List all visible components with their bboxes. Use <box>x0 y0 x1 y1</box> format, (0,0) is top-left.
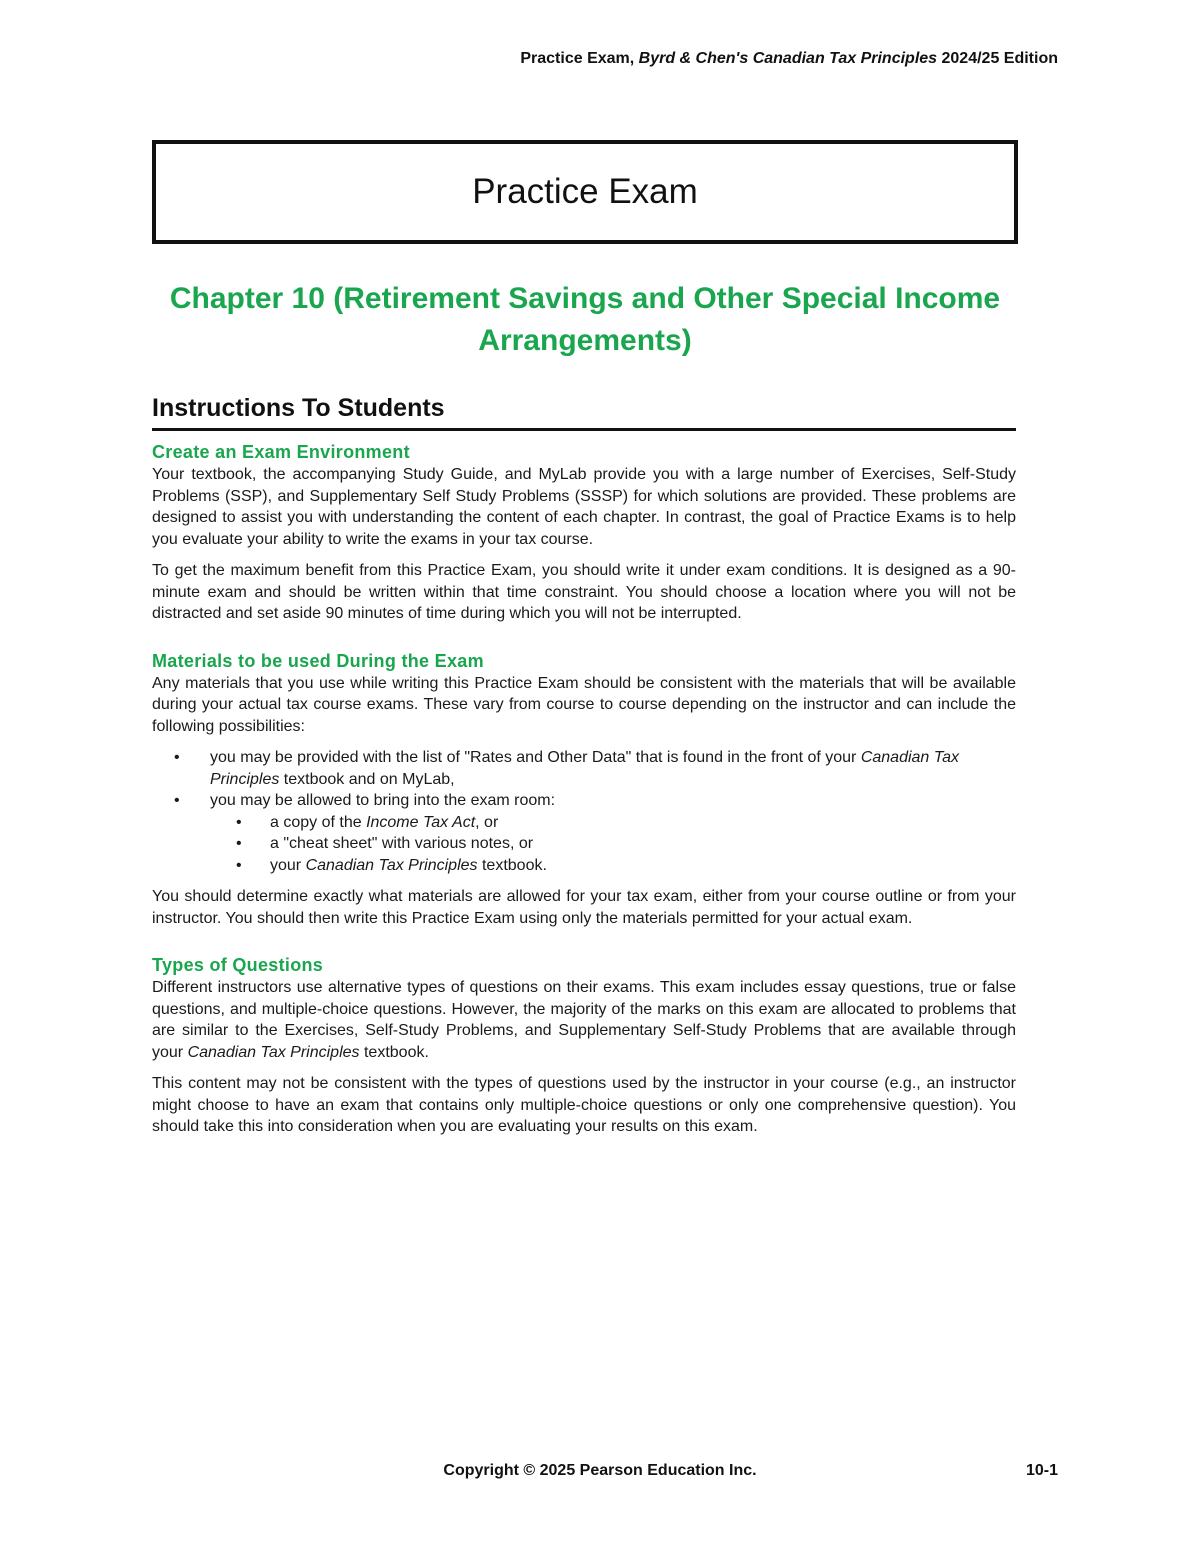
sub-list-item: • your Canadian Tax Principles textbook. <box>152 855 1016 877</box>
instructions-content <box>152 440 1016 1148</box>
list-item: • you may be allowed to bring into the exam room: • a copy of the Income Tax Act, or • a "cheat sheet" with various notes, or • your Canadian Tax Principles textbook. <box>152 790 1016 876</box>
paragraph: You should determine exactly what materials are allowed for your tax exam, either from your course outline or from your instructor. You should then write this Practice Exam using only the materials permitted for your actual exam. <box>152 888 1016 927</box>
list-item: • you may be provided with the list of "Rates and Other Data" that is found in the front of your Canadian Tax Principles textbook and on MyLab, <box>174 749 959 788</box>
bullet-icon: • <box>236 813 242 831</box>
sub-list-item: • a copy of the Income Tax Act, or <box>152 812 1016 834</box>
chapter-title: Chapter 10 (Retirement Savings and Other Special Income Arrangements) <box>169 282 1001 357</box>
page-title: Practice Exam <box>472 172 698 211</box>
paragraph: Different instructors use alternative types of questions on their exams. This exam includes essay questions, true or false questions, and multiple-choice questions. However, the majority of the marks on this exam are allocated to problems that are similar to the Exercises, Self-Study Problems, and Supplementary Self-Study Problems that are available through your Canadian Tax Principles textbook. <box>152 979 1016 1061</box>
bullet-icon: • <box>174 749 180 766</box>
bullet-icon: • <box>236 835 242 852</box>
title-box <box>152 140 1018 244</box>
copyright-footer: Copyright © 2025 Pearson Education Inc. <box>443 1462 757 1479</box>
sub-list <box>210 812 1016 877</box>
paragraph: This content may not be consistent with the types of questions used by the instructor in your course (e.g., an instructor might choose to have an exam that contains only multiple-choice questions or only one comprehensive question). You should take this into consideration when you are evaluating your results on this exam. <box>152 1075 1016 1135</box>
paragraph: To get the maximum benefit from this Practice Exam, you should write it under exam conditions. It is designed as a 90-minute exam and should be written within that time constraint. You should choose a location where you will not be distracted and set aside 90 minutes of time during which you will not be interrupted. <box>152 562 1016 622</box>
bullet-icon: • <box>174 792 180 809</box>
paragraph: Your textbook, the accompanying Study Guide, and MyLab provide you with a large number of Exercises, Self-Study Problems (SSP), and Supplementary Self Study Problems (SSSP) for which solutions are provided. These problems are designed to assist you with understanding the content of each chapter. In contrast, the goal of Practice Exams is to help you evaluate your ability to write the exams in your tax course. <box>152 466 1016 548</box>
page-number: 10-1 <box>1025 1462 1058 1479</box>
section-heading-exam-environment: Create an Exam Environment <box>152 442 410 462</box>
section-heading-types-of-questions: Types of Questions <box>152 955 324 975</box>
bullet-icon: • <box>236 856 242 874</box>
section-heading-materials: Materials to be used During the Exam <box>152 650 484 671</box>
paragraph: Any materials that you use while writing this Practice Exam should be consistent with the materials that will be available during your actual tax course exams. These vary from course to course depending on the instructor and can include the following possibilities: <box>152 674 1016 735</box>
materials-list <box>152 747 1016 876</box>
sub-list-item: • a "cheat sheet" with various notes, or <box>152 833 1016 855</box>
running-header: Practice Exam, Byrd & Chen's Canadian Tax Principles 2024/25 Edition <box>520 50 1058 67</box>
instructions-heading: Instructions To Students <box>152 394 445 422</box>
heading-rule <box>152 428 1016 431</box>
